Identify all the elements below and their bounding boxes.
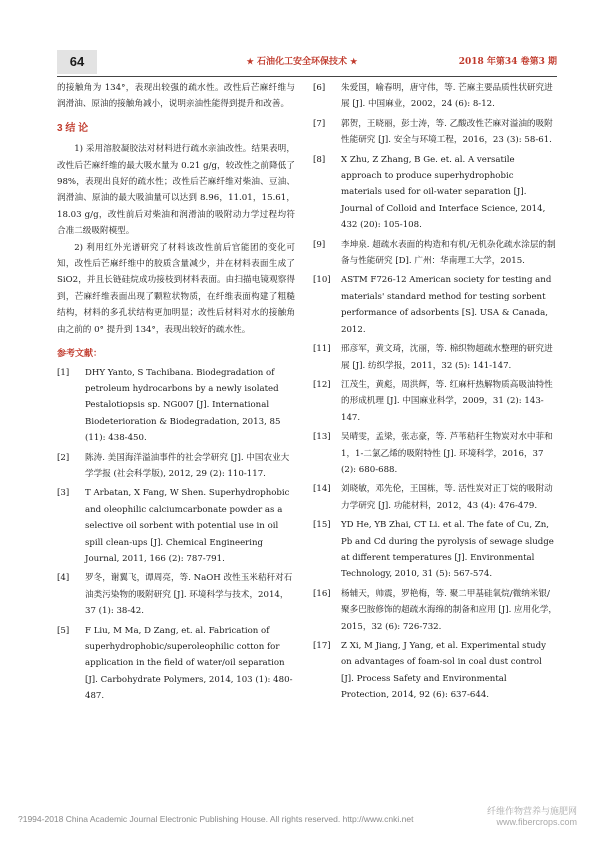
header-rule (57, 76, 557, 77)
reference-item: [12] 江茂生，黄彪，周洪辉，等. 红麻杆热解物质高吸油特性的形成机理 [J]. 中国麻业科学，2009，31 (2): 143-147. (313, 379, 553, 423)
page-header (57, 50, 557, 76)
reference-item: [8] X Zhu, Z Zhang, B Ge. et. al. A versatile approach to produce superhydrophobic materials used for oil-water separation [J]. Journal of Colloid and Interface Science, 2014, 432 (20): 105-108. (313, 154, 546, 231)
reference-item: [14] 刘晓敏，邓先伦，王国栋，等. 活性炭对正丁烷的吸附动力学研究 [J]. 功能材料，2012，43 (4): 476-479. (313, 484, 553, 511)
reference-item: [13] 吴晴雯，孟梁，张志豪，等. 芦苇秸秆生物炭对水中菲和 1，1-二氯乙烯的吸附特性 [J]. 环境科学，2016，37 (2): 680-688. (313, 432, 553, 475)
reference-item: [2] 陈涛. 美国海洋溢油事件的社会学研究 [J]. 中国农业大学学报 (社会科学版), 2012, 29 (2): 110-117. (57, 452, 290, 479)
reference-item: [17] Z Xi, M Jiang, J Yang, et al. Experimental study on advantages of foam-sol in coal dust control [J]. Process Safety and Environmental Protection, 2014, 92 (6): 637-644. (313, 641, 546, 701)
reference-item: [5] F Liu, M Ma, D Zang, et. al. Fabrication of superhydrophobic/superoleophilic cotton for application in the field of water/oil separation [J]. Carbohydrate Polymers, 2014, 103 (1): 480-487. (57, 625, 293, 702)
reference-item: [6] 朱爱国，喻春明，唐守伟，等. 芒麻主要品质性状研究进展 [J]. 中国麻业，2002，24 (6): 8-12. (313, 83, 553, 110)
watermark-url: www.fibercrops.com (496, 817, 577, 827)
left-column (57, 80, 295, 708)
reference-item: [11] 邢彦军，黄文琦，沈丽，等. 棉织物超疏水整理的研究进展 [J]. 纺织学报，2011，32 (5): 141-147. (313, 344, 553, 371)
watermark-cn: 纤维作物营养与施肥网 (486, 806, 577, 816)
reference-list-left (57, 365, 295, 705)
copyright-footer: ?1994-2018 China Academic Journal Electronic Publishing House. All rights reserved. http://www.cnki.net (18, 814, 414, 824)
intro-paragraph: 的接触角为 134°，表现出较强的疏水性。改性后芒麻纤维与润滑油、原油的接触角减小，说明亲油性能得到提升和改善。 (57, 83, 295, 110)
reference-item: [15] YD He, YB Zhai, CT Li. et al. The fate of Cu, Zn, Pb and Cd during the pyrolysis of sewage sludge at different temperatures [J]. Environmental Technology, 2010, 31 (5): 567-574. (313, 520, 554, 580)
reference-item: [4] 罗冬，谢翼飞，谭周亮，等. NaOH 改性玉米秸秆对石油类污染物的吸附研究 [J]. 环境科学与技术，2014，37 (1): 38-42. (57, 573, 293, 617)
references-title: 参考文献： (57, 348, 103, 359)
reference-item: [7] 郭贺，王晓丽，彭士涛，等. 乙酸改性芒麻对溢油的吸附性能研究 [J]. 安全与环境工程，2016，23 (3): 58-61. (313, 118, 553, 146)
issue-info: 2018 年第34 卷第3 期 (458, 57, 557, 67)
reference-item: [16] 杨辅天，帅震，罗艳梅，等. 聚二甲基硅氧烷/微纳米银/聚多巴胺修饰的超疏水海绵的制备和应用 [J]. 应用化学，2015，32 (6): 726-732. (313, 588, 558, 632)
star-icon: ★ (350, 56, 358, 66)
journal-title (207, 54, 397, 67)
right-column (313, 80, 557, 707)
reference-item: [9] 李坤泉. 超疏水表面的构造和有机/无机杂化疏水涂层的制备与性能研究 [D]. 广州：华南理工大学，2015. (313, 239, 556, 267)
section-title: 3 结 论 (57, 122, 89, 134)
conclusion-2: 2) 利用红外光谱研究了材料该改性前后官能团的变化可知，改性后芒麻纤维中的胶质含量减少，并在材料表面生成了 SiO2，并且长链硅烷成功接枝到材料表面。由扫描电镜观察得到，芒麻纤维表面出现了颗粒状物质，在纤维表面构建了粗糙结构，材料的多孔状结构更加明显；改性后材料对水的接触角由之前的 0° 提升到 134°，表现出较好的疏水性。 (57, 242, 295, 335)
conclusion-1: 1) 采用溶胶凝胶法对材料进行疏水亲油改性。结果表明，改性后芒麻纤维的最大吸水量为 0.21 g/g，较改性之前降低了 98%，表现出良好的疏水性；改性后芒麻纤维对柴油、豆油、润滑油、原油的最大吸油量可以达到 8.96，11.01，15.61，18.03 g/g，改性前后对柴油和润滑油的吸附动力学过程均符合准二级吸附模型。 (57, 144, 295, 237)
reference-item: [3] T Arbatan, X Fang, W Shen. Superhydrophobic and oleophilic calciumcarbonate powder as a selective oil sorbent with potential use in oil spill clean-ups [J]. Chemical Engineering Journal, 2011, 166 (2): 787-791. (57, 488, 290, 564)
reference-item: [10] ASTM F726-12 American society for testing and materials' standard method for testing sorbent performance of adsorbents [S]. USA & Canada, 2012. (313, 275, 552, 335)
reference-item: [1] DHY Yanto, S Tachibana. Biodegradation of petroleum hydrocarbons by a newly isolated Pestalotiopsis sp. NG007 [J]. International Biodeterioration & Biodegradation, 2013, 85 (11): 438-450. (57, 367, 281, 444)
page-number: 64 (57, 50, 97, 74)
site-watermark (487, 806, 577, 828)
star-icon: ★ (246, 56, 254, 66)
journal-name: 石油化工安全环保技术 (256, 57, 347, 67)
